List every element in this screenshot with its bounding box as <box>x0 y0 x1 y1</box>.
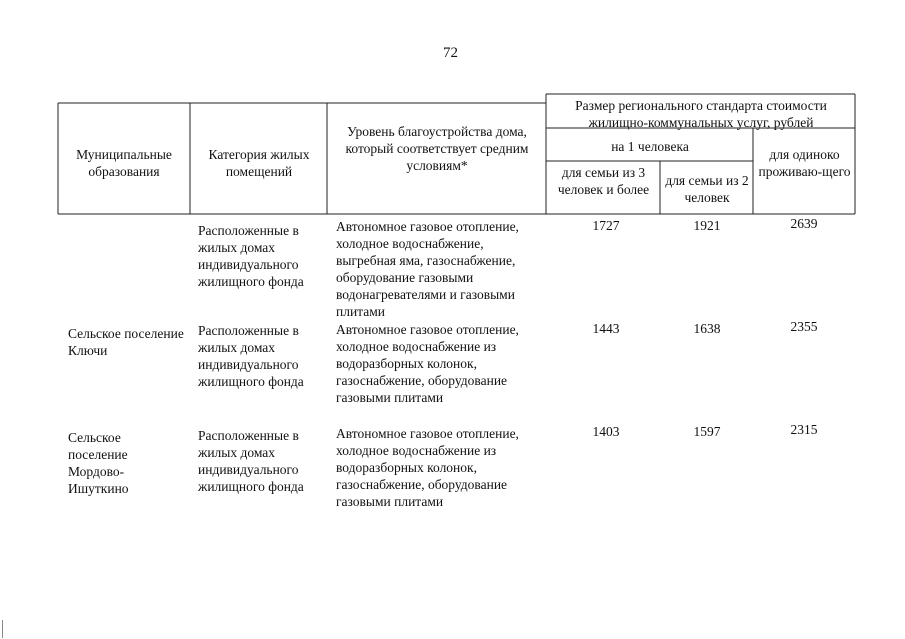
page-number: 72 <box>443 45 458 61</box>
header-family-3: для семьи из 3 человек и более <box>557 165 650 197</box>
row1-level: Автономное газовое отопление, холодное водоснабжение, выгребная яма, газоснабжение, оборудование газовыми водонагревателями и газовыми плитами <box>336 219 519 319</box>
row2-family3: 1443 <box>592 321 620 336</box>
row2-level: Автономное газовое отопление, холодное водоснабжение из водоразборных колонок, газоснабжение, оборудование газовыми плитами <box>336 322 519 405</box>
row1-single: 2639 <box>790 216 818 231</box>
header-per-person: на 1 человека <box>611 139 689 154</box>
row3-municipality: Сельское поселение Мордово-Ишуткино <box>68 430 129 496</box>
header-standard-size: Размер регионального стандарта стоимости жилищно-коммунальных услуг, рублей <box>575 98 827 130</box>
header-amenity-level: Уровень благоустройства дома, который соответствует средним условиям* <box>345 124 529 173</box>
scan-edge-mark <box>2 620 3 638</box>
row3-family2: 1597 <box>693 424 721 439</box>
row2-municipality: Сельское поселение Ключи <box>68 326 184 358</box>
header-single: для одиноко проживаю-щего <box>758 147 851 179</box>
row2-single: 2355 <box>790 319 818 334</box>
row1-family2: 1921 <box>693 218 721 233</box>
row2-category: Расположенные в жилых домах индивидуального жилищного фонда <box>198 323 304 389</box>
row3-single: 2315 <box>790 422 818 437</box>
row2-family2: 1638 <box>693 321 721 336</box>
header-housing-category: Категория жилых помещений <box>208 147 310 179</box>
header-municipalities: Муниципальные образования <box>76 147 172 179</box>
row3-family3: 1403 <box>592 424 620 439</box>
row3-category: Расположенные в жилых домах индивидуального жилищного фонда <box>198 428 304 494</box>
row3-level: Автономное газовое отопление, холодное водоснабжение из водоразборных колонок, газоснабжение, оборудование газовыми плитами <box>336 426 519 509</box>
row1-family3: 1727 <box>592 218 620 233</box>
header-family-2: для семьи из 2 человек <box>665 173 749 205</box>
row1-category: Расположенные в жилых домах индивидуального жилищного фонда <box>198 223 304 289</box>
